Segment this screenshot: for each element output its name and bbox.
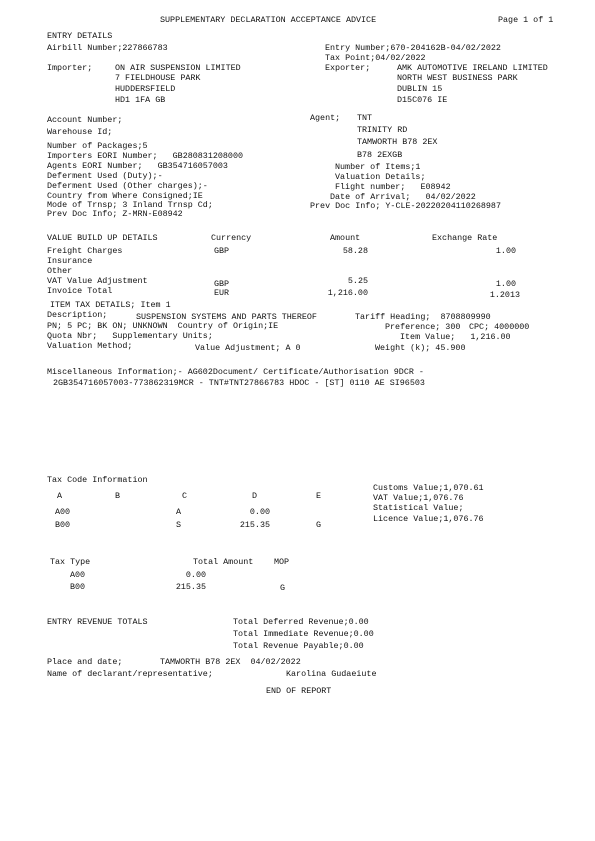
buildup-row-label: Invoice Total xyxy=(47,286,113,296)
item-value: Item Value; 1,216.00 xyxy=(400,332,511,342)
place-date-label: Place and date; xyxy=(47,657,123,667)
pn-origin-line: PN; 5 PC; BK ON; UNKNOWN Country of Origin;IE xyxy=(47,321,279,331)
deferment-other: Deferment Used (Other charges);- xyxy=(47,181,208,191)
buildup-row-label: VAT Value Adjustment xyxy=(47,276,148,286)
account-number: Account Number; xyxy=(47,115,123,125)
buildup-row-rate: 1.00 xyxy=(495,246,516,256)
tax-code-row-e: G xyxy=(316,520,322,530)
tax-code-row-d: 215.35 xyxy=(239,520,270,530)
agent-name: TNT xyxy=(357,113,373,123)
buildup-row-label: Insurance xyxy=(47,256,93,266)
airbill-number: Airbill Number;227866783 xyxy=(47,43,168,53)
buildup-row-label: Other xyxy=(47,266,73,276)
buildup-row-label: Freight Charges xyxy=(47,246,123,256)
exporter-line: NORTH WEST BUSINESS PARK xyxy=(397,73,518,83)
tax-type-row-type: B00 xyxy=(70,582,86,592)
tax-code-heading: Tax Code Information xyxy=(47,475,148,485)
item-tax-heading: ITEM TAX DETAILS; Item 1 xyxy=(50,300,171,310)
agents-eori: Agents EORI Number; GB354716057003 xyxy=(47,161,228,171)
number-of-items: Number of Items;1 xyxy=(335,162,421,172)
tariff-heading: Tariff Heading; 8708809990 xyxy=(355,312,491,322)
tax-code-col-a: A xyxy=(57,491,63,501)
item-description: SUSPENSION SYSTEMS AND PARTS THEREOF xyxy=(136,312,317,322)
total-immediate-revenue: Total Immediate Revenue;0.00 xyxy=(233,629,374,639)
exporter-line: DUBLIN 15 xyxy=(397,84,443,94)
total-amount-header: Total Amount xyxy=(193,557,254,567)
revenue-heading: ENTRY REVENUE TOTALS xyxy=(47,617,148,627)
misc-info-line: 2GB354716057003-773862319MCR - TNT#TNT27866783 HDOC - [ST] 0110 AE SI96503 xyxy=(53,378,425,388)
buildup-row-rate: 1.2013 xyxy=(489,290,520,300)
buildup-row-rate: 1.00 xyxy=(495,279,516,289)
buildup-row-amount: 5.25 xyxy=(347,276,368,286)
valuation-details: Valuation Details; xyxy=(335,172,426,182)
buildup-row-amount: 58.28 xyxy=(342,246,368,256)
end-of-report: END OF REPORT xyxy=(266,686,332,696)
agent-address-line: TAMWORTH B78 2EX xyxy=(357,137,438,147)
exchange-rate-header: Exchange Rate xyxy=(432,233,498,243)
declarant-label: Name of declarant/representative; xyxy=(47,669,213,679)
entry-number: Entry Number;670-204162B-04/02/2022 xyxy=(325,43,501,53)
date-of-arrival: Date of Arrival; 04/02/2022 xyxy=(330,192,476,202)
exporter-label: Exporter; xyxy=(325,63,371,73)
valuation-method: Valuation Method; xyxy=(47,341,133,351)
tax-type-row-mop: G xyxy=(280,583,286,593)
buildup-row-amount: 1,216.00 xyxy=(327,288,368,298)
warehouse-id: Warehouse Id; xyxy=(47,127,113,137)
importer-line: HUDDERSFIELD xyxy=(115,84,176,94)
amount-header: Amount xyxy=(330,233,361,243)
importer-line: ON AIR SUSPENSION LIMITED xyxy=(115,63,241,73)
buildup-row-currency: GBP xyxy=(214,246,230,256)
tax-code-row-c: S xyxy=(176,520,182,530)
tax-code-row-c: A xyxy=(176,507,182,517)
importers-eori: Importers EORI Number; GB280831208000 xyxy=(47,151,244,161)
tax-code-col-c: C xyxy=(182,491,188,501)
misc-info-line: Miscellaneous Information;- AG602Document/ Certificate/Authorisation 9DCR - xyxy=(47,367,424,377)
quota-line: Quota Nbr; Supplementary Units; xyxy=(47,331,213,341)
tax-code-col-e: E xyxy=(316,491,322,501)
currency-header: Currency xyxy=(211,233,252,243)
prev-doc-info-right: Prev Doc Info; Y-CLE-20220204110268987 xyxy=(310,201,501,211)
customs-value: Customs Value;1,070.61 xyxy=(373,483,484,493)
total-deferred-revenue: Total Deferred Revenue;0.00 xyxy=(233,617,369,627)
buildup-row-currency: GBP xyxy=(214,279,230,289)
importer-line: HD1 1FA GB xyxy=(115,95,166,105)
cpc: CPC; 4000000 xyxy=(469,322,530,332)
statistical-value: Statistical Value; xyxy=(373,503,464,513)
licence-value: Licence Value;1,076.76 xyxy=(373,514,484,524)
number-of-packages: Number of Packages;5 xyxy=(47,141,148,151)
agent-address-line: B78 2EXGB xyxy=(357,150,403,160)
tax-code-row-d: 0.00 xyxy=(249,507,270,517)
tax-code-row-a: B00 xyxy=(55,520,71,530)
description-label: Description; xyxy=(47,310,108,320)
page-indicator: Page 1 of 1 xyxy=(498,15,554,25)
preference: Preference; 300 xyxy=(385,322,461,332)
tax-type-row-amount: 215.35 xyxy=(175,582,206,592)
agent-label: Agent; xyxy=(310,113,341,123)
declarant-name: Karolina Gudaeiute xyxy=(286,669,377,679)
tax-type-row-type: A00 xyxy=(70,570,86,580)
importer-line: 7 FIELDHOUSE PARK xyxy=(115,73,201,83)
flight-number: Flight number; E08942 xyxy=(335,182,451,192)
document-title: SUPPLEMENTARY DECLARATION ACCEPTANCE ADVICE xyxy=(160,15,377,25)
agent-address-line: TRINITY RD xyxy=(357,125,408,135)
prev-doc-info-left: Prev Doc Info; Z-MRN-E08942 xyxy=(47,209,183,219)
place-date-value: TAMWORTH B78 2EX 04/02/2022 xyxy=(160,657,301,667)
importer-label: Importer; xyxy=(47,63,93,73)
tax-point: Tax Point;04/02/2022 xyxy=(325,53,426,63)
exporter-line: AMK AUTOMOTIVE IRELAND LIMITED xyxy=(397,63,548,73)
mode-of-transport: Mode of Trnsp; 3 Inland Trnsp Cd; xyxy=(47,200,213,210)
tax-type-row-amount: 0.00 xyxy=(185,570,206,580)
deferment-duty: Deferment Used (Duty);- xyxy=(47,171,163,181)
vat-value: VAT Value;1,076.76 xyxy=(373,493,464,503)
tax-code-row-a: A00 xyxy=(55,507,71,517)
total-revenue-payable: Total Revenue Payable;0.00 xyxy=(233,641,364,651)
tax-code-col-d: D xyxy=(252,491,258,501)
buildup-row-currency: EUR xyxy=(214,288,230,298)
mop-header: MOP xyxy=(274,557,290,567)
value-adjustment: Value Adjustment; A 0 xyxy=(195,343,301,353)
exporter-line: D15C076 IE xyxy=(397,95,448,105)
country-consigned: Country from Where Consigned;IE xyxy=(47,191,203,201)
tax-code-col-b: B xyxy=(115,491,121,501)
tax-type-header: Tax Type xyxy=(50,557,91,567)
weight: Weight (k); 45.900 xyxy=(375,343,466,353)
value-buildup-heading: VALUE BUILD UP DETAILS xyxy=(47,233,158,243)
entry-details-heading: ENTRY DETAILS xyxy=(47,31,113,41)
